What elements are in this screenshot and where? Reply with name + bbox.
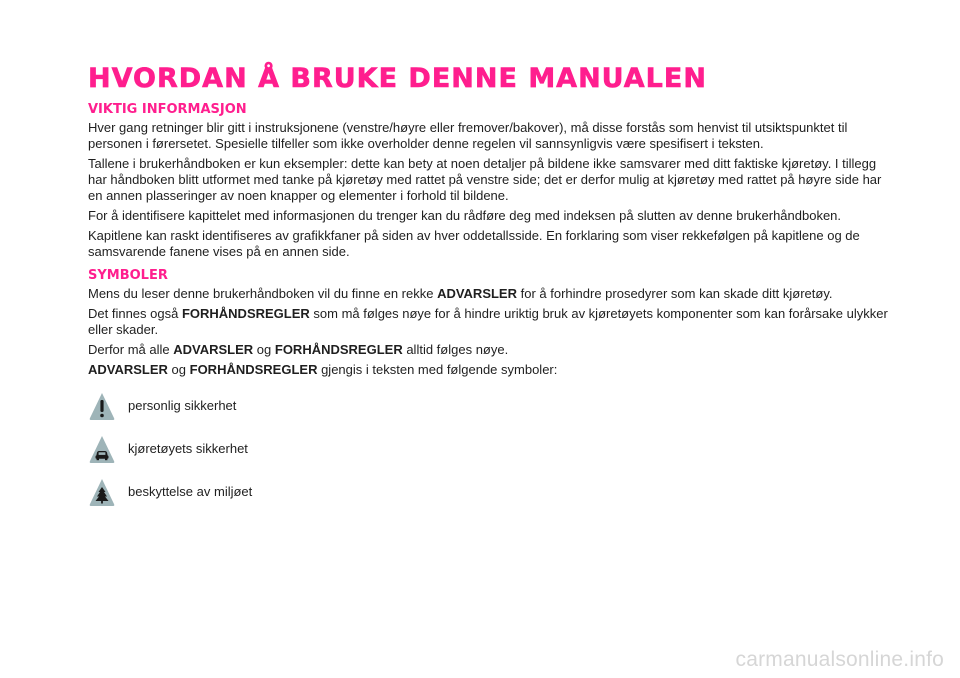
paragraph-symbols-intro: ADVARSLER og FORHÅNDSREGLER gjengis i teksten med følgende symboler: (88, 362, 558, 377)
paragraph-warnings: Mens du leser denne brukerhåndboken vil du finne en rekke ADVARSLER for å forhindre prosedyrer som kan skade ditt kjøretøy. (88, 286, 833, 301)
symbol-label: personlig sikkerhet (128, 398, 237, 413)
page-title: HVORDAN Å BRUKE DENNE MANUALEN (88, 63, 707, 94)
symbol-list (88, 388, 888, 510)
paragraph-always-follow: Derfor må alle ADVARSLER og FORHÅNDSREGLER alltid følges nøye. (88, 342, 509, 357)
warning-exclamation-icon (88, 391, 116, 421)
symbol-label: beskyttelse av miljøet (128, 484, 253, 499)
paragraph-directions: Hver gang retninger blir gitt i instruksjonene (venstre/høyre eller fremover/bakover), må disse forstås som henvist til utsiktspunktet til personen i førersetet. Spesielle tilfeller som ikke overholder denne regelen vil sannsynligvis være spesifisert i teksten. (88, 120, 848, 151)
symbol-row-environment (88, 474, 888, 510)
watermark: carmanualsonline.info (735, 648, 944, 671)
warning-tree-icon (88, 477, 116, 507)
paragraph-chapters: Kapitlene kan raskt identifiseres av grafikkfaner på siden av hver oddetallsside. En forklaring som viser rekkefølgen på kapitlene og de samsvarende fanene vises på en annen side. (88, 228, 860, 259)
symbol-row-personal-safety (88, 388, 888, 424)
paragraph-index: For å identifisere kapittelet med informasjonen du trenger kan du rådføre deg med indeksen på slutten av denne brukerhåndboken. (88, 208, 842, 223)
warning-car-icon (88, 434, 116, 464)
manual-page (88, 64, 888, 517)
paragraph-precautions: Det finnes også FORHÅNDSREGLER som må følges nøye for å hindre uriktig bruk av kjøretøyets komponenter som kan forårsake ulykker eller skader. (88, 306, 888, 337)
section-heading-symbols: SYMBOLER (88, 268, 168, 283)
section-heading-important-info: VIKTIG INFORMASJON (88, 102, 247, 117)
symbol-row-vehicle-safety (88, 431, 888, 467)
paragraph-figures: Tallene i brukerhåndboken er kun eksempler: dette kan bety at noen detaljer på bildene ikke samsvarer med ditt faktiske kjøretøy. I tillegg har håndboken blitt utformet med tanke på kjøretøy med rattet på venstre side; det er derfor mulig at kjøretøy med rattet på høyre side har en annen plasseringer av noen knapper og elementer i forhold til bildene. (88, 156, 882, 203)
symbol-label: kjøretøyets sikkerhet (128, 441, 248, 456)
